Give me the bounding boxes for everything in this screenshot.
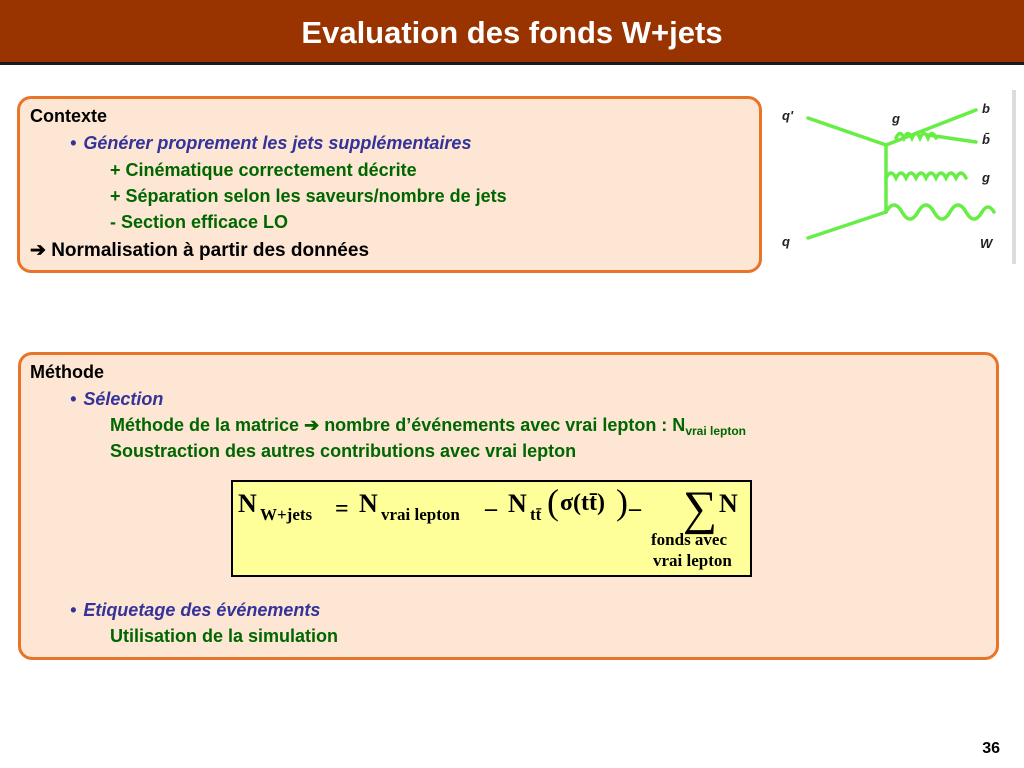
matrice-suffix: nombre d’événements avec vrai lepton : N bbox=[324, 415, 686, 435]
methode-line-matrice bbox=[110, 415, 746, 438]
right-arrow-icon: ➔ bbox=[30, 240, 52, 261]
formula-sub-ttbar: tt̄ bbox=[530, 505, 542, 524]
contexte-heading: Contexte bbox=[30, 106, 108, 126]
label-b: b bbox=[982, 101, 990, 116]
contexte-conclusion bbox=[30, 239, 369, 262]
label-g-top: g bbox=[892, 111, 900, 126]
contexte-item: + Séparation selon les saveurs/nombre de jets bbox=[110, 186, 507, 206]
formula-sub-wjets: W+jets bbox=[260, 505, 313, 524]
formula-minus-2: – bbox=[629, 496, 641, 522]
feynman-diagram bbox=[768, 90, 1016, 264]
bullet-dot-icon: • bbox=[70, 600, 77, 620]
contexte-bullet bbox=[70, 133, 471, 154]
methode-bullet-etiquetage-text: Etiquetage des événements bbox=[83, 600, 321, 620]
methode-bullet-selection bbox=[70, 389, 163, 410]
formula-n-vrai: N bbox=[359, 489, 378, 518]
contexte-conclusion-text: Normalisation à partir des données bbox=[51, 240, 370, 261]
formula-n-wjets: N bbox=[238, 489, 257, 518]
formula-sum-sub-2: vrai lepton bbox=[653, 551, 732, 570]
formula-paren-open: ( bbox=[547, 482, 559, 522]
contexte-item: + Cinématique correctement décrite bbox=[110, 160, 417, 180]
methode-bullet-etiquetage bbox=[70, 600, 320, 621]
page-number: 36 bbox=[982, 740, 1000, 757]
formula-paren-close: ) bbox=[616, 482, 628, 522]
bullet-dot-icon: • bbox=[70, 133, 77, 153]
right-arrow-icon: ➔ bbox=[304, 415, 320, 435]
methode-heading: Méthode bbox=[30, 362, 104, 382]
formula-sigma: σ(tt̄) bbox=[560, 490, 606, 516]
slide-title: Evaluation des fonds W+jets bbox=[301, 15, 723, 50]
methode-bullet-selection-text: Sélection bbox=[83, 389, 164, 409]
title-bar bbox=[0, 0, 1024, 65]
contexte-bullet-text: Générer proprement les jets supplémentaires bbox=[83, 133, 472, 153]
formula-sum-icon: ∑ bbox=[683, 482, 718, 535]
formula-sum-sub-1: fonds avec bbox=[651, 530, 728, 549]
bullet-dot-icon: • bbox=[70, 389, 77, 409]
matrice-prefix: Méthode de la matrice bbox=[110, 415, 300, 435]
formula-equals: = bbox=[335, 496, 349, 522]
formula-minus-1: – bbox=[485, 496, 497, 522]
formula-n-fonds: N bbox=[719, 489, 738, 518]
formula-sub-vrai: vrai lepton bbox=[381, 505, 460, 524]
label-b-bar: b̄ bbox=[982, 132, 990, 147]
label-q-prime: q' bbox=[782, 108, 794, 123]
label-q: q bbox=[782, 234, 790, 249]
formula-box bbox=[231, 480, 752, 577]
label-w: W bbox=[980, 236, 993, 251]
methode-line-soustraction: Soustraction des autres contributions avec vrai lepton bbox=[110, 441, 577, 461]
methode-line-simulation: Utilisation de la simulation bbox=[110, 626, 339, 646]
label-g-right: g bbox=[982, 170, 990, 185]
formula-n-ttbar: N bbox=[508, 489, 527, 518]
contexte-item: - Section efficace LO bbox=[110, 212, 289, 232]
matrice-subscript: vrai lepton bbox=[685, 424, 746, 438]
